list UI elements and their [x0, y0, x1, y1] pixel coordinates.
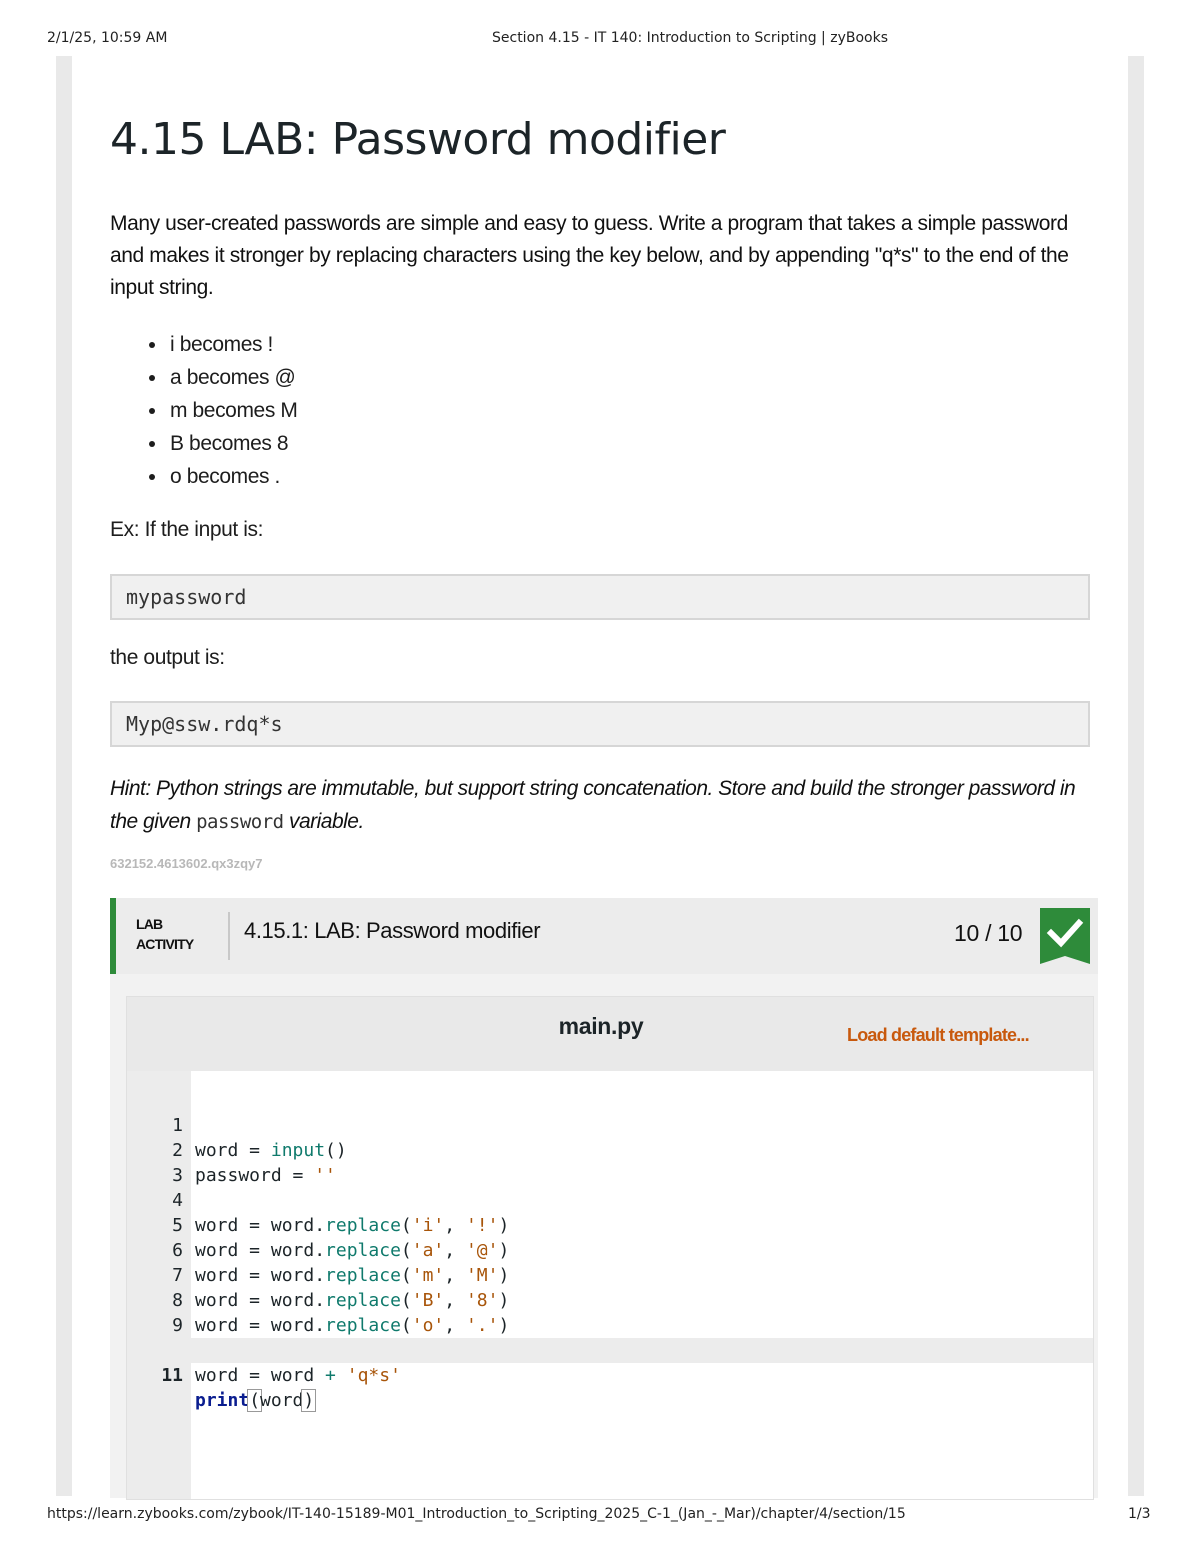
code-line[interactable]	[127, 1088, 1093, 1161]
print-datetime: 2/1/25, 10:59 AM	[47, 30, 168, 46]
lab-title: 4.15.1: LAB: Password modifier	[244, 918, 541, 943]
lab-header	[110, 898, 1098, 974]
example-input-box: mypassword	[110, 574, 1090, 620]
print-url: https://learn.zybooks.com/zybook/IT-140-15189-M01_Introduction_to_Scripting_2025_C-1_(Jan_-_Mar)/chapter/4/section/15	[47, 1506, 906, 1522]
header-divider	[228, 912, 230, 960]
code-text: word = word + 'q*s'	[195, 1365, 401, 1386]
code-text: word = word.replace('B', '8')	[195, 1290, 510, 1311]
line-number: 3	[172, 1165, 183, 1186]
code-text: password = ''	[195, 1165, 336, 1186]
list-item: • a becomes @	[168, 361, 297, 394]
code-line[interactable]	[127, 1163, 1093, 1236]
print-header	[0, 30, 1200, 50]
hint-text-suffix: variable.	[288, 810, 364, 833]
lab-score: 10 / 10	[954, 920, 1023, 946]
line-number: 11	[161, 1365, 183, 1386]
page-title: 4.15 LAB: Password modifier	[110, 114, 726, 165]
section-content	[110, 100, 1098, 871]
example-output-box: Myp@ssw.rdq*s	[110, 701, 1090, 747]
list-item: • i becomes !	[168, 328, 297, 361]
code-text: word = word.replace('m', 'M')	[195, 1265, 510, 1286]
activity-token: 632152.4613602.qx3zqy7	[110, 856, 263, 871]
intro-paragraph: Many user-created passwords are simple and easy to guess. Write a program that takes a simple password and makes it stronger by replacing characters using the key below, and by appending "q*s" to the end of the input string.	[110, 212, 1069, 299]
line-number: 4	[172, 1190, 183, 1211]
lab-activity	[110, 898, 1098, 1498]
checkmark-badge-icon	[1040, 908, 1090, 964]
code-text: word = input()	[195, 1140, 347, 1161]
code-text: word = word.replace('a', '@')	[195, 1240, 510, 1261]
line-number: 1	[172, 1115, 183, 1136]
print-page-title: Section 4.15 - IT 140: Introduction to Scripting | zyBooks	[492, 30, 888, 46]
line-number: 9	[172, 1315, 183, 1336]
hint-paragraph	[110, 772, 1100, 839]
line-number: 8	[172, 1290, 183, 1311]
hint-code: password	[196, 811, 284, 833]
code-text: print(word)	[195, 1390, 315, 1411]
load-default-template-link[interactable]: Load default template...	[847, 1025, 1029, 1045]
lab-tag-line: LAB	[136, 916, 163, 932]
list-item: • B becomes 8	[168, 427, 297, 460]
line-number: 5	[172, 1215, 183, 1236]
line-number: 6	[172, 1240, 183, 1261]
editor-toolbar	[127, 997, 1093, 1071]
hint-text: Hint: Python strings are immutable, but support string concatenation. Store and build the stronger password in the given	[110, 777, 1076, 833]
lab-activity-tag	[136, 914, 193, 954]
page-gutter-right	[1128, 56, 1144, 1496]
print-page-number: 1/3	[1128, 1506, 1151, 1522]
code-text: word = word.replace('o', '.')	[195, 1315, 510, 1336]
example-output-label: the output is:	[110, 646, 225, 669]
line-number: 2	[172, 1140, 183, 1161]
code-editor[interactable]	[126, 996, 1094, 1500]
example-input-label: Ex: If the input is:	[110, 518, 264, 541]
replacement-key-list	[110, 328, 297, 493]
file-name-text: main.py	[558, 1013, 644, 1039]
list-item: • o becomes .	[168, 460, 297, 493]
code-text: word = word.replace('i', '!')	[195, 1215, 510, 1236]
line-number: 7	[172, 1265, 183, 1286]
code-area[interactable]	[127, 1071, 1093, 1499]
lab-tag-line: ACTIVITY	[136, 936, 194, 952]
page-gutter-left	[56, 56, 72, 1496]
list-item: • m becomes M	[168, 394, 297, 427]
print-footer	[0, 1506, 1200, 1526]
